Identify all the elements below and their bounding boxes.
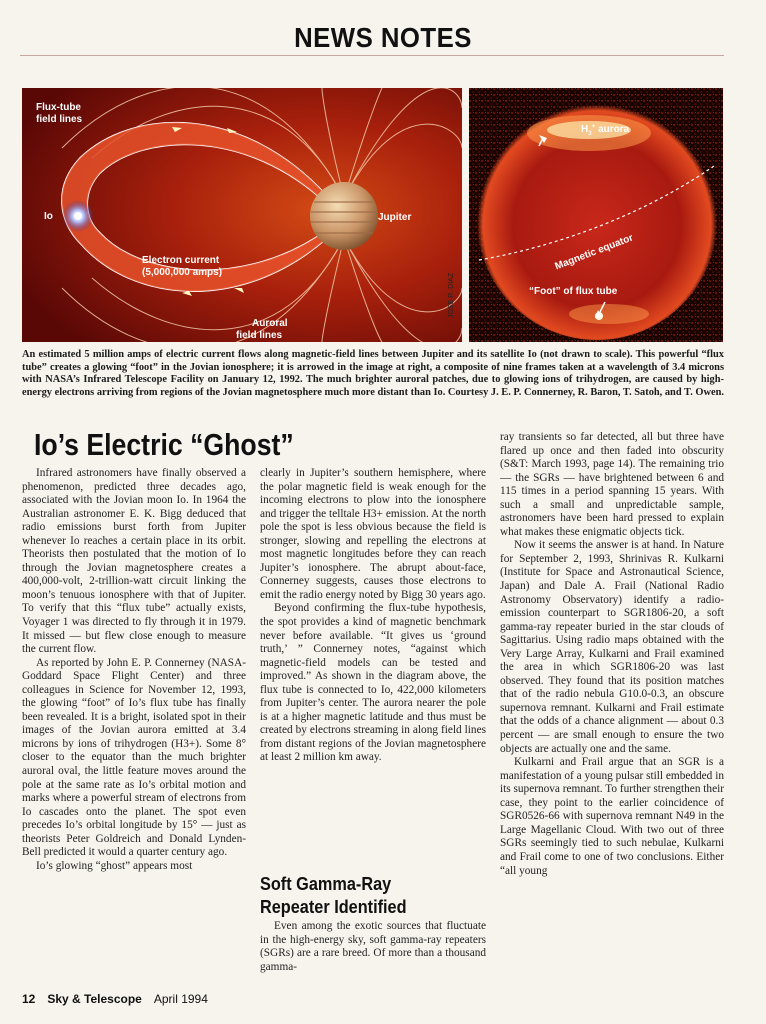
figure-caption: An estimated 5 million amps of electric current flows along magnetic-field lines between Jupiter and its satellite Io (not drawn to scale). This powerful “flux tube” creates a glowing “foot” in the Jovian ionosphere; it is arrowed in the image at right, a composite of nine frames taken at a wavelength of 3.4 microns with NASA’s Infrared Telescope Facility on January 12, 1992. The much brighter auroral patches, due to glowing ions of trihydrogen, are caused by high-energy electrons arriving from regions of the Jovian magnetosphere much more distant than Io. Courtesy J. E. P. Connerney, R. Baron, T. Satoh, and T. Owen. [22, 349, 724, 398]
label-h-aurora: $H_3^+$ aurora [581, 124, 630, 137]
section-header: NEWS NOTES [294, 22, 472, 53]
paragraph: ray transients so far detected, all but three have flared up once and then faded into obscurity (S&T: March 1993, page 14). The remaining trio — the SGRs — have brightened between 6 and 115 times in a period spanning 15 years. With such a small and unpredictable sample, astronomers have been hard pressed to explain what makes these enigmatic objects tick. [500, 431, 724, 538]
label-magnetic-equator: Magnetic equator [553, 232, 635, 273]
sidebar-article-body [260, 920, 486, 974]
paragraph: Kulkarni and Frail argue that an SGR is a manifestation of a young pulsar still embedded in its supernova remnant. To further strengthen their case, they point to the earlier coincidence of SGR0526-66 with supernova remnant N49 in the Large Magellanic Cloud. With two out of three SGRs seemingly tied to such nebulae, Kulkarni and Frail come to one of two conclusions. Either “all young [500, 756, 724, 877]
article-column-3 [500, 431, 724, 878]
paragraph: As reported by John E. P. Connerney (NASA-Goddard Space Flight Center) and three colleagues in Science for November 12, 1993, the glowing “foot” of Io’s flux tube has finally been revealed. It is a bright, isolated spot in their images of the Jovian aurora emitted at 3.4 microns by ions of trihydrogen (H3+). Some 8° closer to the equator than the much brighter auroral oval, the little feature moves around the pole at the same rate as Io’s orbital motion and marks where a powerful stream of electrons from Io cascades onto the planet. The spot even precedes Io’s orbital longitude by 15° — just as theorists Peter Goldreich and Donald Lynden-Bell predicted it would a quarter century ago. [22, 656, 246, 859]
label-foot-of-flux-tube: “Foot” of flux tube [529, 286, 618, 297]
page-number: 12 [22, 992, 36, 1006]
header-rule [20, 55, 724, 56]
paragraph: Even among the exotic sources that fluctuate in the high-energy sky, soft gamma-ray repeaters (SGRs) are a rare breed. Of more than a thousand gamma- [260, 920, 486, 973]
article-column-1 [22, 467, 246, 873]
page-footer [22, 992, 208, 1006]
paragraph: clearly in Jupiter’s southern hemisphere, where the polar magnetic field is weak enough for the incoming electrons to plow into the ionosphere and trigger the telltale H3+ emission. At the north pole the spot is less obvious because the field is stronger, slowing and repelling the electrons at most magnetic longitudes before they can reach Jupiter’s ionosphere. The abrupt about-face, Connerney suggests, causes those electrons to emit the radio energy noted by Bigg 30 years ago. [260, 467, 486, 601]
label-auroral-2: field lines [236, 330, 283, 341]
paragraph: Infrared astronomers have finally observed a phenomenon, predicted three decades ago, associated with the Jovian moon Io. In 1964 the Australian astronomer E. K. Bigg deduced that radio emissions burst forth from Jupiter whenever Io reaches a certain place in its orbit. Theorists then postulated that the motion of Io through the Jovian magnetosphere creates a 400,000-volt, 2-trillion-watt circuit linking the moon’s tenuous ionosphere with that of Jupiter. To verify that this “flux tube” actually exists, Voyager 1 was directed to fly through it in 1979. It missed — but flew close enough to measure the current flow. [22, 467, 246, 656]
label-flux-tube-2: field lines [36, 114, 83, 125]
magazine-name: Sky & Telescope [47, 992, 142, 1006]
image-credit: JOSE R. DIAZ [448, 272, 455, 318]
label-auroral-1: Auroral [252, 318, 288, 329]
sidebar-article-title: Soft Gamma-Ray Repeater Identified [260, 873, 407, 917]
paragraph: Io’s glowing “ghost” appears most [36, 859, 193, 872]
flux-tube-diagram [22, 88, 462, 342]
label-flux-tube-1: Flux-tube [36, 102, 81, 113]
article-title: Io’s Electric “Ghost” [34, 427, 294, 462]
issue-date: April 1994 [153, 992, 208, 1006]
label-io: Io [44, 211, 53, 222]
jupiter-infrared-image [469, 88, 723, 342]
label-electron-1: Electron current [142, 255, 220, 266]
label-jupiter: Jupiter [378, 212, 412, 223]
label-electron-2: (5,000,000 amps) [142, 267, 223, 278]
paragraph: Beyond confirming the flux-tube hypothesis, the spot provides a kind of magnetic benchmark never before available. “It gives us ‘ground truth,’ ” Connerney notes, “against which magnetic-field models can be tested and improved.” As shown in the diagram above, the flux tube is connected to Io, 422,000 kilometers from Jupiter’s center. The aurora nearer the pole is at a higher magnetic latitude and thus must be created by electrons streaming in along field lines from distant regions of the Jovian magnetosphere at least 2 million km away. [260, 602, 486, 764]
article-column-2 [260, 467, 486, 765]
paragraph: Now it seems the answer is at hand. In Nature for September 2, 1993, Shrinivas R. Kulkarni (Institute for Space and Astronautical Science, Japan) and Dale A. Frail (National Radio Astronomy Observatory) identify a radio-emission counterpart to SGR1806-20, a soft gamma-ray repeater buried in the star clouds of Sagittarius. Using radio maps obtained with the Very Large Array, Kulkarni and Frail examined the area in which SGR1806-20 was last observed. They found that its position matches that of the radio nebula G10.0-0.3, an obscure supernova remnant. Kulkarni and Frail estimate that the odds of a chance alignment — about 0.3 percent — are small enough to ensure the two objects are actually one and the same. [500, 539, 724, 755]
